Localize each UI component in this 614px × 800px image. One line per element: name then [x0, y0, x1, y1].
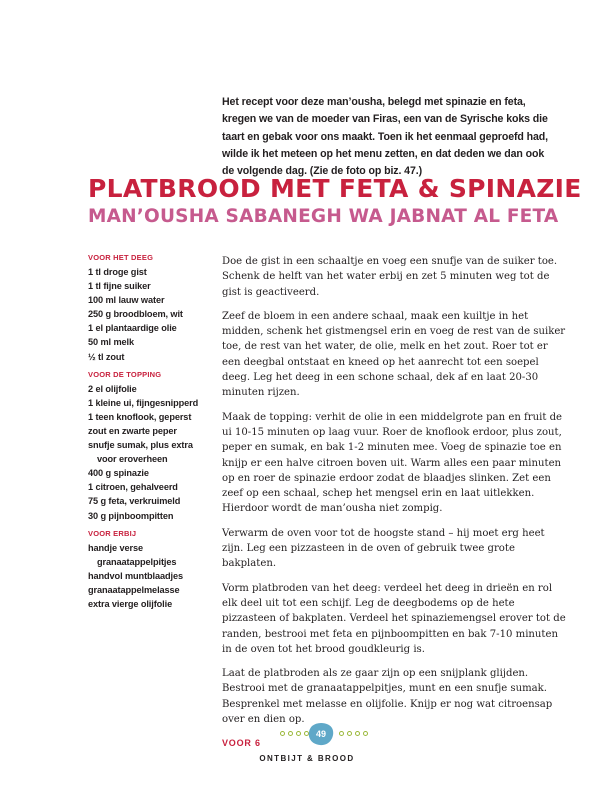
ingredient-group-topping — [88, 369, 208, 523]
method-step: Doe de gist in een schaaltje en voeg een snufje van de suiker toe. Schenk de helft van het water erbij en zet 5 minuten weg tot de gist is geactiveerd. — [222, 256, 558, 298]
ingredient-item: snufje sumak, plus extra — [88, 440, 193, 451]
ingredient-item: 400 g spinazie — [88, 468, 149, 479]
ingredient-group-serving — [88, 528, 208, 611]
recipe-title: PLATBROOD MET FETA & SPINAZIE — [88, 174, 582, 203]
dot-icon — [280, 731, 285, 736]
recipe-subtitle: MAN’OUSHA SABANEGH WA JABNAT AL FETA — [88, 206, 559, 227]
intro-text: Het recept voor deze man’ousha, belegd met spinazie en feta, kregen we van de moeder van Firas, een van de Syrische koks die taart en gebak voor ons maakt. Toen ik het eenmaal geproefd had, wilde ik het meteen op het menu zetten, en dat deden we dan ook de volgende dag. (Zie de foto op biz. 47.) — [222, 96, 549, 178]
ingredients-column — [88, 252, 208, 616]
section-name: ONTBIJT & BROOD — [259, 754, 355, 763]
decorative-dots-right — [339, 731, 368, 736]
method-step: Maak de topping: verhit de olie in een middelgrote pan en fruit de ui 10-15 minuten op laag vuur. Roer de knoflook erdoor, plus zout, peper en sumak, en bak 1-2 minuten mee. Voeg de spinazie toe en knijp er een halve citroen boven uit. Warm alles een paar minuten op en roer de spinazie erdoor zodat de blaadjes slinken. Zet een zeef op een schaal, schep het mengsel erin en laat uitlekken. Hierdoor wordt de man’ousha niet zompig. — [222, 411, 563, 515]
method-step: Verwarm de oven voor tot de hoogste stand – hij moet erg heet zijn. Leg een pizzasteen in de oven of gebruik twee grote bakplaten. — [222, 527, 545, 570]
ingredient-item: extra vierge olijfolie — [88, 598, 173, 609]
decorative-dots-left — [280, 731, 309, 736]
ingredient-group-heading: VOOR DE TOPPING — [88, 369, 162, 379]
ingredient-group-dough — [88, 252, 208, 364]
servings-label: VOOR 6 — [222, 738, 261, 749]
ingredient-item: granaatappelmelasse — [88, 584, 180, 595]
ingredient-item: voor eroverheen — [97, 454, 168, 465]
dot-icon — [355, 731, 360, 736]
method-step: Laat de platbroden als ze gaar zijn op een snijplank glijden. Bestrooi met de granaatappelpitjes, munt en een snufje sumak. Besprenkel met melasse en olijfolie. Knijp er nog wat citroensap over en dien op. — [222, 668, 553, 726]
dot-icon — [363, 731, 368, 736]
dot-icon — [288, 731, 293, 736]
ingredient-item: 1 tl fijne suiker — [88, 281, 151, 292]
ingredient-group-heading: VOOR HET DEEG — [88, 253, 154, 262]
ingredient-item: 1 tl droge gist — [88, 267, 147, 277]
ingredient-item: granaatappelpitjes — [97, 556, 177, 567]
ingredient-item: zout en zwarte peper — [88, 425, 177, 436]
ingredient-item: 1 teen knoflook, geperst — [88, 411, 192, 422]
ingredient-item: 75 g feta, verkruimeld — [88, 496, 181, 507]
ingredient-item: handje verse — [88, 542, 143, 553]
ingredient-item: 50 ml melk — [88, 337, 134, 348]
method-column — [222, 254, 567, 752]
page-number: 49 — [315, 729, 326, 739]
dot-icon — [347, 731, 352, 736]
ingredient-item: 100 ml lauw water — [88, 295, 165, 306]
ingredient-item: 30 g pijnboompitten — [88, 510, 174, 521]
ingredient-item: 250 g broodbloem, wit — [88, 309, 183, 320]
ingredient-item: 1 el plantaardige olie — [88, 323, 177, 334]
ingredient-group-heading: VOOR ERBIJ — [88, 528, 137, 538]
ingredient-item: ½ tl zout — [88, 351, 125, 362]
dot-icon — [296, 731, 301, 736]
page-footer — [0, 712, 614, 772]
ingredient-item: 2 el olijfolie — [88, 383, 137, 394]
dot-icon — [339, 731, 344, 736]
page-number-badge — [308, 722, 334, 746]
ingredient-item: handvol muntblaadjes — [88, 570, 183, 581]
ingredient-item: 1 kleine ui, fijngesnipperd — [88, 397, 199, 408]
method-step: Vorm platbroden van het deeg: verdeel het deeg in drieën en rol elk deel uit tot een schijf. Leg de deegbodems op de hete pizzasteen of bakplaten. Verdeel het spinaziemengsel erover tot de randen, bestrooi met feta en pijnboompitten en bak 7-10 minuten in de oven tot het brood goudkleurig is. — [222, 582, 566, 655]
method-step: Zeef de bloem in een andere schaal, maak een kuiltje in het midden, schenk het gistmengsel erin en voeg de rest van de suiker toe, de rest van het water, de olie, melk en het zout. Roer tot er een deegbal ontstaat en kneed op het aanrecht tot een soepel deeg. Leg het deeg in een schone schaal, dek af en laat 20-30 minuten rijzen. — [222, 310, 566, 399]
ingredient-item: 1 citroen, gehalveerd — [88, 482, 178, 493]
